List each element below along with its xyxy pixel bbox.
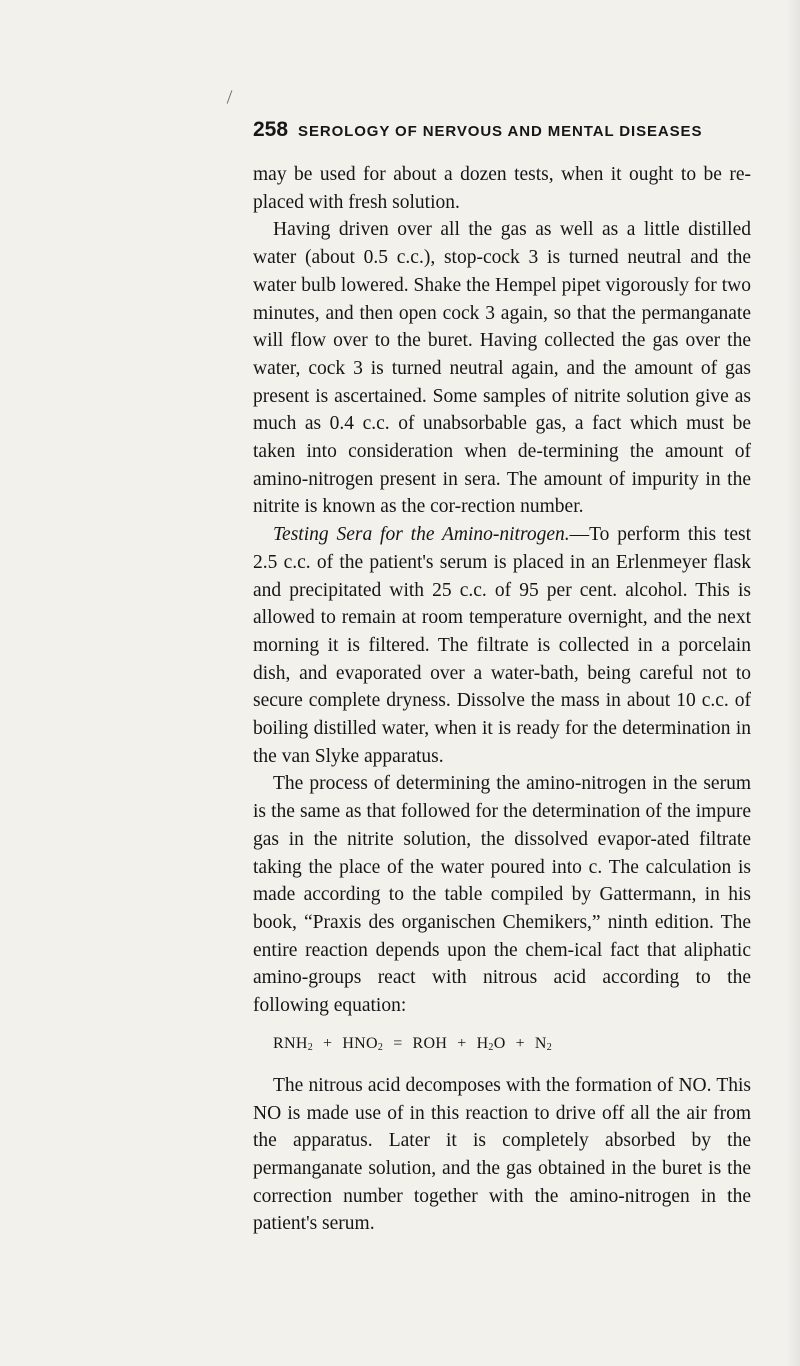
- page-number: 258: [253, 118, 289, 141]
- equation-term-h2o: $H_2O$: [476, 1034, 506, 1053]
- equation-plus: +: [323, 1034, 333, 1052]
- section-heading: Testing Sera for the Amino-nitrogen.: [273, 524, 570, 546]
- equation-term-roh: ROH: [412, 1034, 448, 1052]
- body-text: [253, 161, 751, 1238]
- running-head: SEROLOGY OF NERVOUS AND MENTAL DISEASES: [298, 123, 703, 140]
- paragraph-determination: The process of determining the amino-nitrogen in the serum is the same as that followed for the determination of the impure gas in the nitrite solution, the dissolved evapor-ated filtrate taking the place of the water poured into c. The calculation is made according to the table compiled by Gattermann, in his book, “Praxis des organischen Chemikers,” ninth edition. The entire reaction depends upon the chem-ical fact that aliphatic amino-groups react with nitrous acid according to the following equation:: [253, 773, 751, 1017]
- page-edge-shadow: [786, 0, 800, 1366]
- paragraph-gas-procedure: Having driven over all the gas as well as a little distilled water (about 0.5 c.c.), stop-cock 3 is turned neutral and the water bulb lowered. Shake the Hempel pipet vigorously for two minutes, and then open cock 3 again, so that the permanganate will flow over to the buret. Having collected the gas over the water, cock 3 is turned neutral again, and the amount of gas present is ascertained. Some samples of nitrite solution give as much as 0.4 c.c. of unabsorbable gas, a fact which must be taken into consideration when de-termining the amount of amino-nitrogen present in sera. The amount of impurity in the nitrite is known as the cor-rection number.: [253, 219, 751, 518]
- equation-term-rnh2: $RNH_2$: [273, 1034, 313, 1053]
- equation-equals: =: [393, 1034, 403, 1052]
- equation-term-n2: $N_2$: [534, 1034, 553, 1053]
- equation-plus: +: [457, 1034, 467, 1052]
- paragraph-nitrous-acid: The nitrous acid decomposes with the formation of NO. This NO is made use of in this reaction to drive off all the air from the apparatus. Later it is completely absorbed by the permanganate solution, and the gas obtained in the buret is the correction number together with the amino-nitrogen in the patient's serum.: [253, 1074, 751, 1235]
- paragraph-testing-sera-body: —To perform this test 2.5 c.c. of the patient's serum is placed in an Erlenmeyer flask and precipitated with 25 c.c. of 95 per cent. alcohol. This is allowed to remain at room temperature overnight, and the next morning it is filtered. The filtrate is collected in a porcelain dish, and evaporated over a water-bath, being careful not to secure complete dryness. Dissolve the mass in about 10 c.c. of boiling distilled water, when it is ready for the determination in the van Slyke apparatus.: [253, 524, 751, 767]
- equation-plus: +: [515, 1034, 525, 1052]
- page-header: [253, 118, 702, 142]
- paragraph-continued: may be used for about a dozen tests, when it ought to be re-placed with fresh solution.: [253, 164, 751, 213]
- chemical-equation: [253, 1029, 751, 1063]
- equation-term-hno2: $HNO_2$: [342, 1034, 384, 1053]
- paragraph-testing-sera: [253, 521, 751, 770]
- scan-mark: [227, 90, 233, 103]
